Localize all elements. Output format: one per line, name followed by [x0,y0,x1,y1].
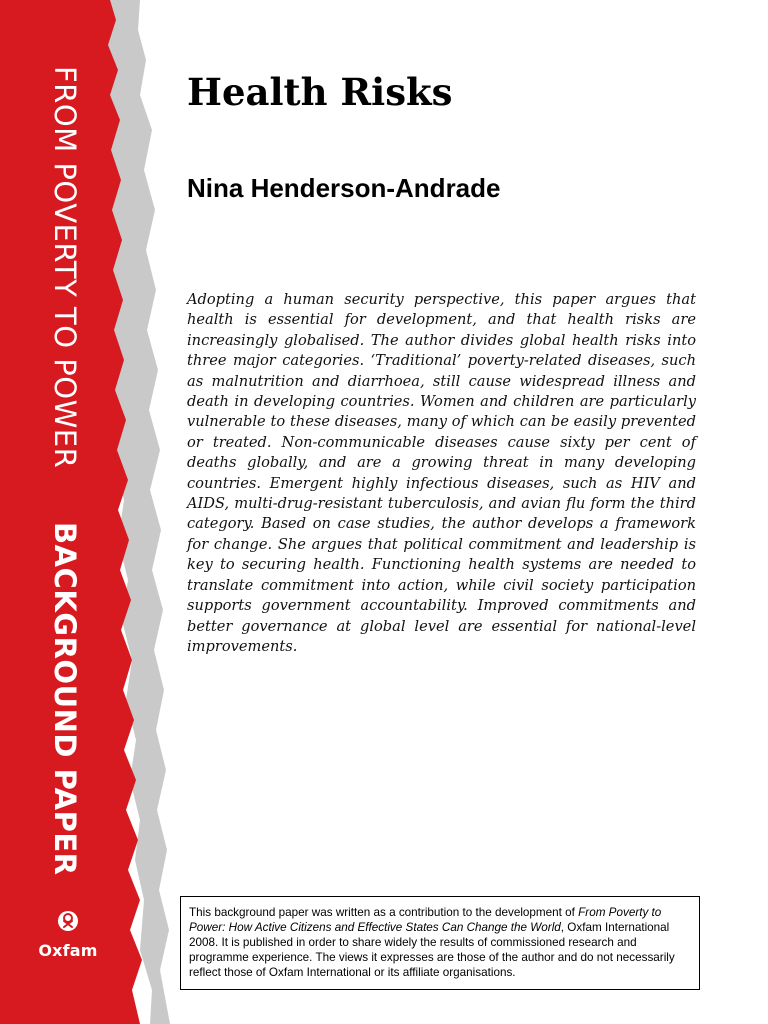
series-subtitle: BACKGROUND PAPER [48,522,82,876]
series-title: FROM POVERTY TO POWER [48,66,82,469]
abstract-text: Adopting a human security perspective, this paper argues that health is essential for development, and that health risks are increasingly globalised. The author divides global health risks into three major categories. ‘Traditional’ poverty-related diseases, such as malnutrition and diarrhoea, still cause widespread illness and death in developing countries. Women and children are particularly vulnerable to these diseases, many of which can be easily prevented or treated. Non-communicable diseases cause sixty per cent of deaths globally, and are a growing threat in many developing countries. Emergent highly infectious diseases, such as HIV and AIDS, multi-drug-resistant tuberculosis, and avian flu form the third category. Based on case studies, the author develops a framework for change. She argues that political commitment and leadership is key to securing health. Functioning health systems are needed to translate commitment into action, while civil society participation supports government accountability. Improved commitments and better governance at global level are essential for national-level improvements. [187,291,696,655]
oxfam-logo-icon [57,910,79,932]
note-text-part1: This background paper was written as a contribution to the development of [189,906,579,919]
page-title: Health Risks [187,70,453,114]
note-text-part2: , Oxfam International 2008. It is published in order to share widely the results of commissioned research and programme experience. The views it expresses are those of the author and do not necessarily reflect those of Oxfam International or its affiliate organisations. [189,921,675,979]
author-name: Nina Henderson-Andrade [187,173,501,203]
publication-note [180,896,700,990]
oxfam-wordmark: Oxfam [38,941,98,960]
note-book-title: From Poverty to Power: How Active Citizens and Effective States Can Change the World [189,906,662,934]
oxfam-logo [38,910,98,960]
